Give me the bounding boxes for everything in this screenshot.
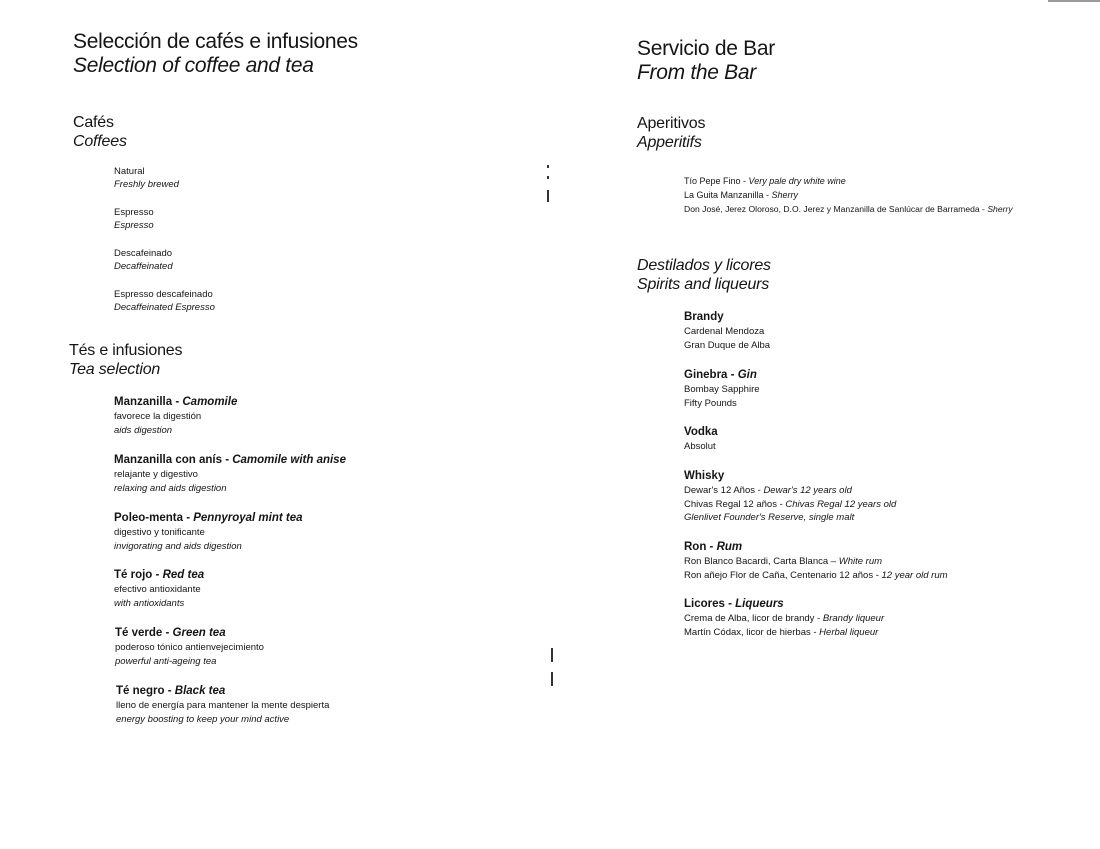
tea-item	[114, 511, 303, 553]
fold-mark	[547, 190, 549, 202]
spirit-group-vodka	[684, 425, 718, 454]
tea-item-desc-en: energy boosting to keep your mind active	[116, 713, 290, 725]
spirit-line: Ron añejo Flor de Caña, Centenario 12 años - 12 year old rum	[684, 569, 948, 581]
bar-service-title-es: Servicio de Bar	[637, 37, 775, 60]
spirit-group-liqueurs	[684, 597, 884, 639]
tea-item-name: Té negro - Black tea	[116, 685, 226, 697]
spirit-group-name: Vodka	[684, 426, 718, 438]
spirit-group-gin	[684, 368, 760, 410]
spirit-line: Crema de Alba, licor de brandy - Brandy liqueur	[684, 613, 885, 624]
coffee-item-en: Espresso	[114, 220, 154, 231]
coffee-item	[114, 288, 215, 314]
fold-mark	[551, 648, 553, 662]
tea-item-desc-es: poderoso tónico antienvejecimiento	[115, 642, 264, 653]
coffees-heading-es: Cafés	[73, 114, 114, 131]
tea-item-desc-es: favorece la digestión	[114, 411, 202, 422]
spirit-line: Fifty Pounds	[684, 397, 737, 409]
coffee-item	[114, 206, 154, 232]
spirit-group-name: Whisky	[684, 470, 725, 482]
coffee-item-es: Espresso descafeinado	[114, 289, 213, 300]
spirit-group-rum	[684, 540, 948, 582]
fold-mark	[547, 176, 549, 179]
coffee-tea-title-es: Selección de cafés e infusiones	[73, 30, 358, 53]
spirit-line: Ron Blanco Bacardi, Carta Blanca – White rum	[684, 556, 883, 567]
aperitifs-heading-en: Apperitifs	[637, 134, 702, 151]
tea-item-desc-en: aids digestion	[114, 424, 173, 436]
tea-item	[116, 684, 329, 726]
tea-item-desc-es: relajante y digestivo	[114, 469, 198, 480]
aperitif-item: La Guita Manzanilla - Sherry	[684, 190, 799, 200]
coffees-heading-en: Coffees	[73, 133, 127, 150]
fold-mark	[547, 165, 549, 168]
spirit-group-name: Licores - Liqueurs	[684, 598, 784, 610]
corner-scan-line	[1048, 0, 1100, 2]
coffee-item-en: Decaffeinated	[114, 261, 173, 272]
tea-item	[115, 626, 264, 668]
tea-item	[114, 568, 204, 610]
tea-item-name: Té verde - Green tea	[115, 627, 226, 639]
spirit-group-whisky	[684, 469, 896, 525]
spirit-group-name: Ginebra - Gin	[684, 369, 757, 381]
aperitif-item: Don José, Jerez Oloroso, D.O. Jerez y Manzanilla de Sanlúcar de Barrameda - Sherry	[684, 204, 1013, 214]
fold-mark	[551, 672, 553, 686]
aperitifs-heading	[637, 114, 705, 152]
teas-heading-en: Tea selection	[69, 361, 161, 378]
spirit-line: Dewar's 12 Años - Dewar's 12 years old	[684, 485, 852, 496]
tea-item-desc-es: digestivo y tonificante	[114, 527, 205, 538]
spirit-line: Martín Códax, licor de hierbas - Herbal liqueur	[684, 626, 879, 638]
teas-heading	[69, 341, 182, 379]
spirits-heading	[637, 256, 771, 294]
spirits-heading-es: Destilados y licores	[637, 257, 771, 274]
coffee-item-es: Natural	[114, 166, 145, 177]
spirit-line: Chivas Regal 12 años - Chivas Regal 12 years old	[684, 498, 897, 510]
tea-item-desc-es: lleno de energía para mantener la mente despierta	[116, 700, 330, 711]
spirits-heading-en: Spirits and liqueurs	[637, 276, 770, 293]
bar-service-title	[637, 37, 775, 85]
coffee-item	[114, 165, 179, 191]
tea-item-desc-en: with antioxidants	[114, 597, 185, 609]
tea-item-desc-es: efectivo antioxidante	[114, 584, 201, 595]
teas-heading-es: Tés e infusiones	[69, 342, 183, 359]
tea-item-desc-en: powerful anti-ageing tea	[115, 655, 217, 667]
spirit-group-name: Ron - Rum	[684, 541, 743, 553]
tea-item-name: Poleo-menta - Pennyroyal mint tea	[114, 512, 303, 524]
coffee-item-es: Descafeinado	[114, 248, 173, 259]
tea-item-name: Manzanilla con anís - Camomile with anise	[114, 454, 346, 466]
tea-item	[114, 453, 346, 495]
spirit-line: Bombay Sapphire	[684, 384, 760, 395]
bar-service-title-en: From the Bar	[637, 61, 756, 84]
tea-item-name: Té rojo - Red tea	[114, 569, 205, 581]
tea-item-name: Manzanilla - Camomile	[114, 396, 238, 408]
spirit-line: Cardenal Mendoza	[684, 326, 765, 337]
aperitif-item: Tío Pepe Fino - Very pale dry white wine	[684, 176, 846, 186]
tea-item-desc-en: relaxing and aids digestion	[114, 482, 227, 494]
spirit-line: Glenlivet Founder's Reserve, single malt	[684, 512, 855, 523]
tea-item	[114, 395, 237, 437]
tea-item-desc-en: invigorating and aids digestion	[114, 540, 242, 552]
spirit-group-name: Brandy	[684, 311, 724, 323]
coffee-item	[114, 247, 173, 273]
spirit-line: Gran Duque de Alba	[684, 339, 771, 351]
spirit-line: Absolut	[684, 441, 716, 452]
coffee-tea-title-en: Selection of coffee and tea	[73, 54, 314, 77]
spirit-group-brandy	[684, 310, 770, 352]
coffee-item-es: Espresso	[114, 207, 154, 218]
aperitifs-heading-es: Aperitivos	[637, 115, 706, 132]
coffee-tea-title	[73, 30, 358, 78]
coffees-heading	[73, 113, 127, 151]
coffee-item-en: Freshly brewed	[114, 179, 179, 190]
coffee-item-en: Decaffeinated Espresso	[114, 302, 215, 313]
